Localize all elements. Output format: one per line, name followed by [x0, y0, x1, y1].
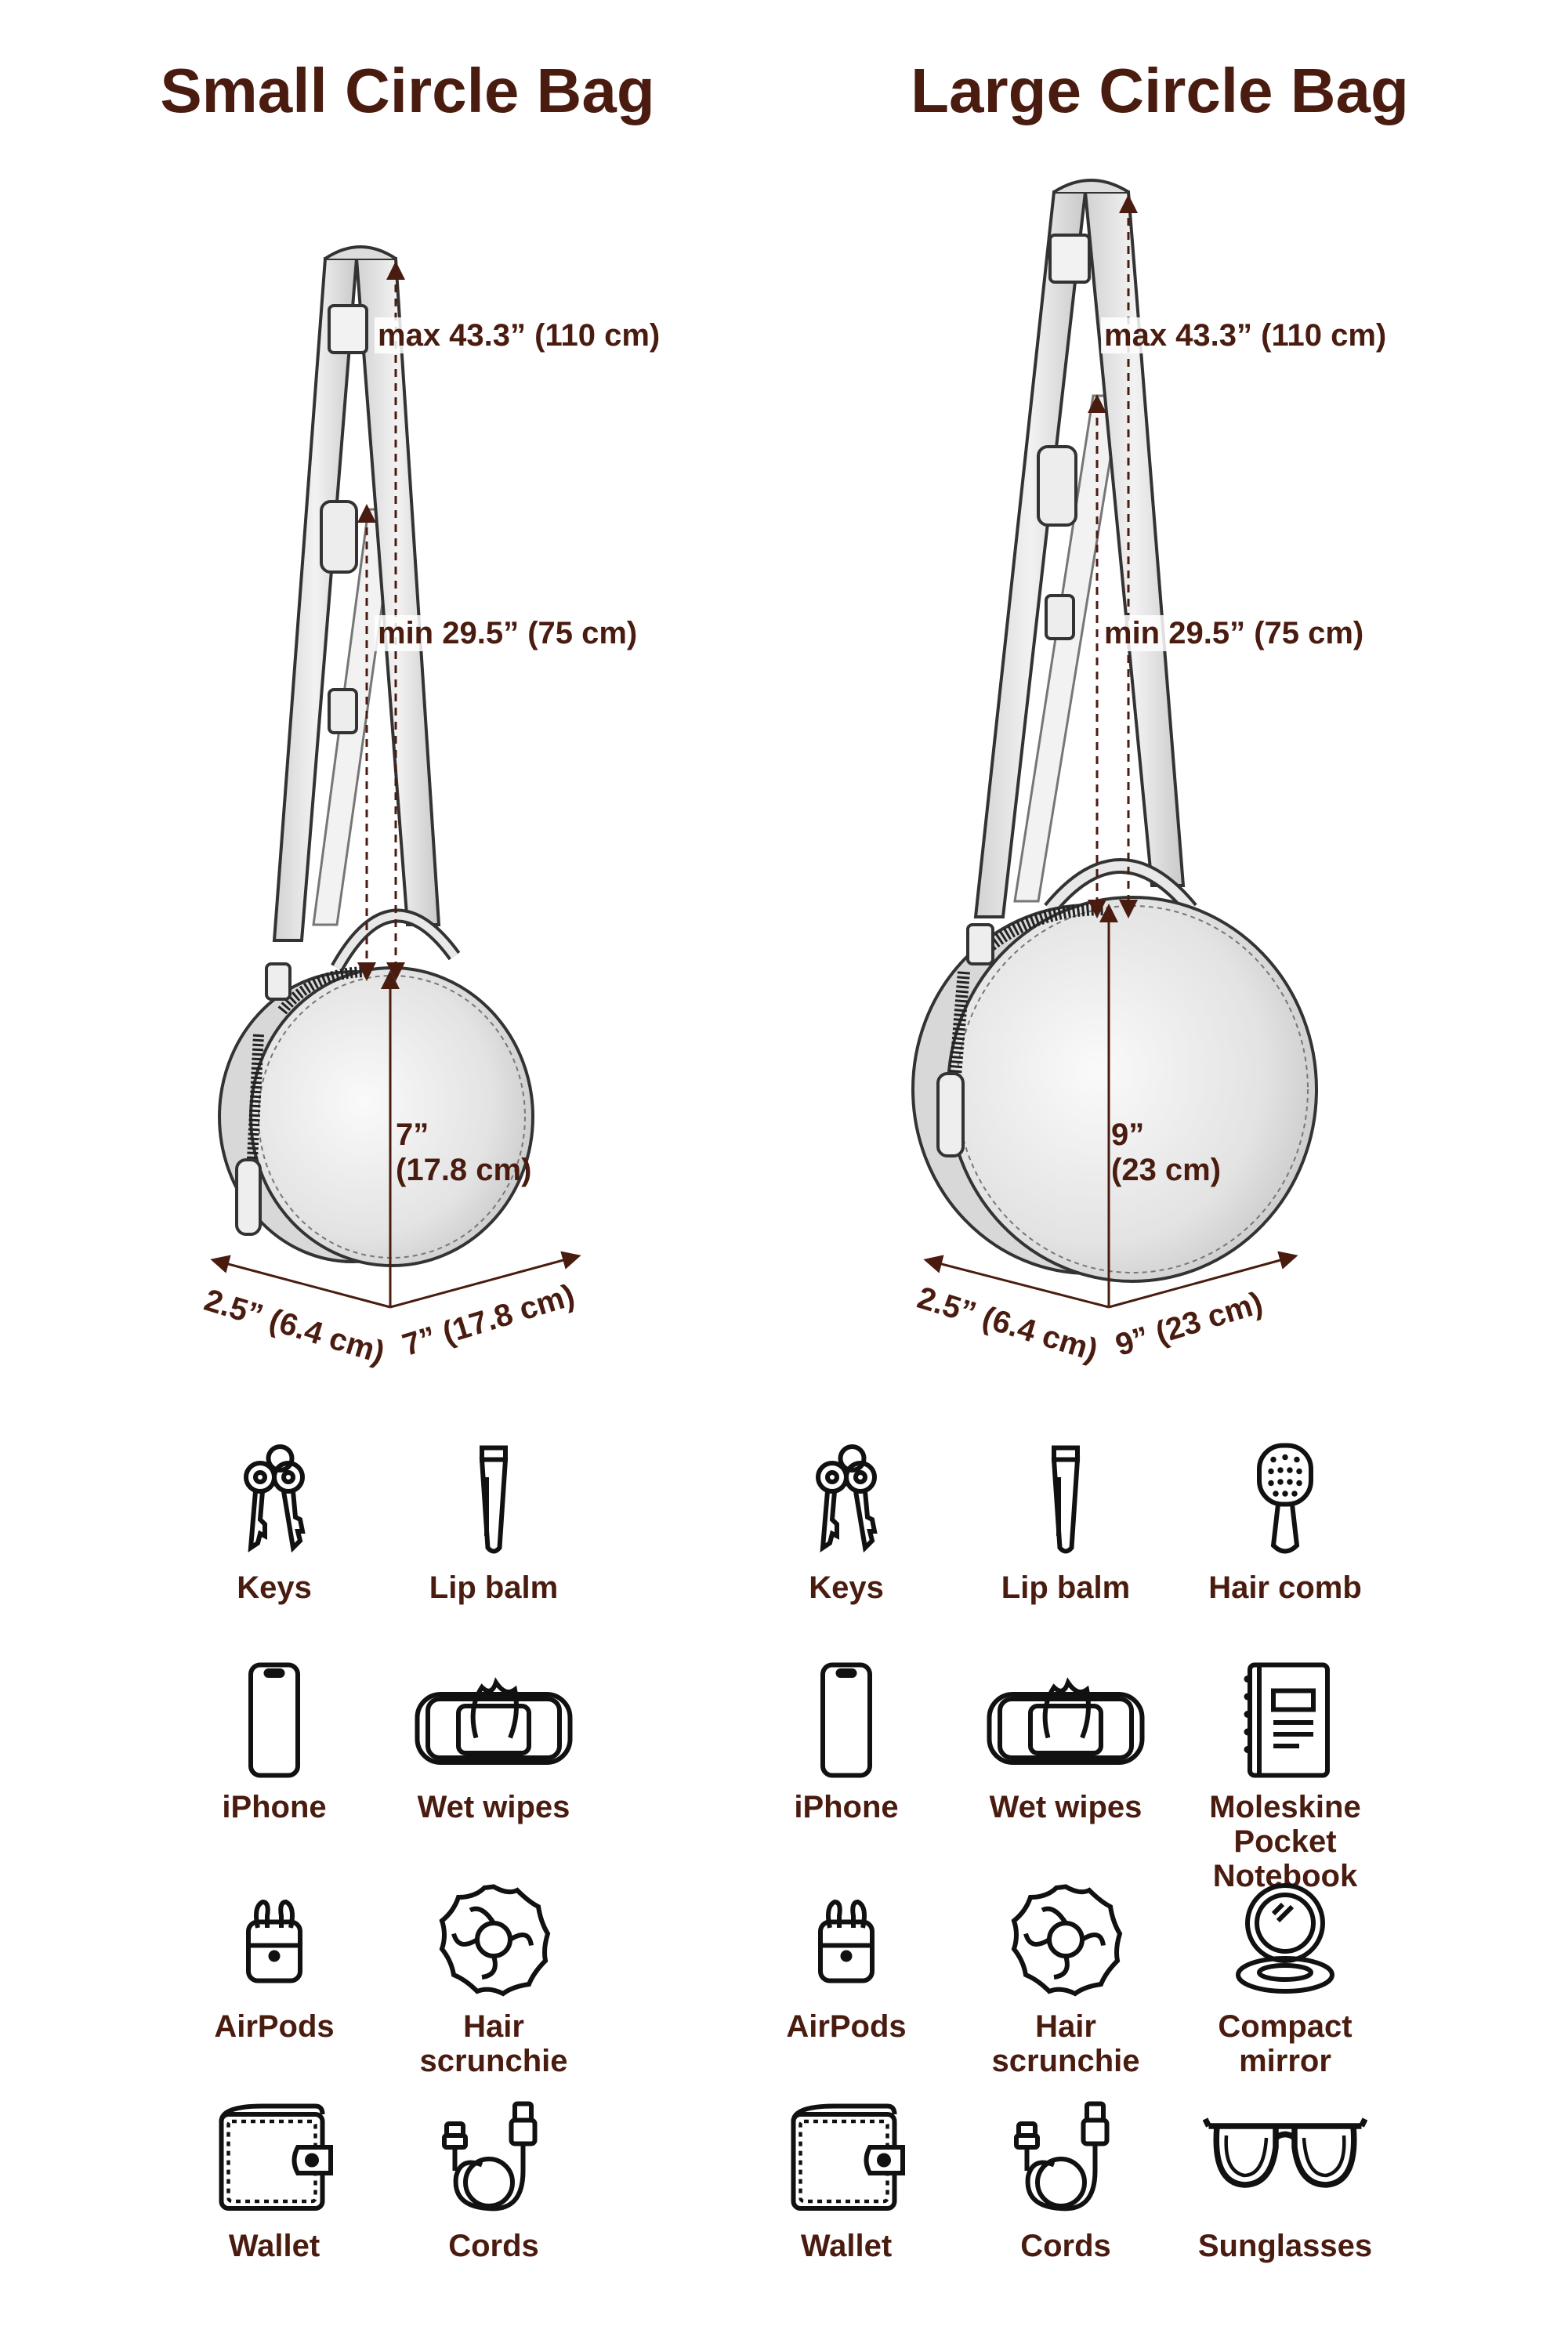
item-label: AirPods	[786, 2009, 907, 2044]
wet-wipes-icon	[983, 1661, 1148, 1779]
small-height-cm-label: (17.8 cm)	[396, 1153, 532, 1187]
item-label: Wet wipes	[989, 1790, 1143, 1824]
item-label: Wet wipes	[417, 1790, 570, 1824]
large-item-sunglasses	[1168, 2100, 1403, 2263]
item-label: Cords	[1020, 2229, 1111, 2263]
large-height-cm-label: (23 cm)	[1111, 1153, 1222, 1187]
item-label: Keys	[809, 1570, 884, 1605]
keys-icon	[212, 1442, 337, 1559]
small-item-lip-balm	[376, 1442, 611, 1605]
large-item-airpods	[729, 1881, 964, 2044]
item-label: Compact mirror	[1218, 2009, 1353, 2078]
wallet-icon	[784, 2100, 909, 2218]
small-depth-label: 2.5” (6.4 cm)	[200, 1282, 389, 1371]
item-label: Moleskine Pocket Notebook	[1209, 1790, 1361, 1893]
sunglasses-icon	[1203, 2100, 1367, 2218]
large-bag-title: Large Circle Bag	[911, 56, 1409, 125]
small-item-iphone	[157, 1661, 392, 1824]
large-item-notebook	[1168, 1661, 1403, 1893]
large-item-compact-mirror	[1168, 1881, 1403, 2078]
item-label: Cords	[448, 2229, 539, 2263]
item-label: Wallet	[228, 2229, 320, 2263]
large-width-label: 9” (23 cm)	[1111, 1285, 1267, 1364]
notebook-icon	[1222, 1661, 1348, 1779]
small-width-label: 7” (17.8 cm)	[398, 1277, 579, 1364]
lip-balm-icon	[431, 1442, 556, 1559]
large-item-cords	[948, 2100, 1183, 2263]
item-label: Keys	[237, 1570, 312, 1605]
small-item-keys	[157, 1442, 392, 1605]
cords-icon	[1003, 2100, 1128, 2218]
keys-icon	[784, 1442, 909, 1559]
iphone-icon	[784, 1661, 909, 1779]
large-depth-label: 2.5” (6.4 cm)	[913, 1280, 1102, 1368]
large-item-wallet	[729, 2100, 964, 2263]
item-label: Hair scrunchie	[991, 2009, 1140, 2078]
small-strap-max-label: max 43.3” (110 cm)	[375, 317, 663, 353]
wallet-icon	[212, 2100, 337, 2218]
small-strap-min-label: min 29.5” (75 cm)	[375, 615, 640, 651]
item-label: Hair scrunchie	[419, 2009, 568, 2078]
small-item-hair-scrunchie	[376, 1881, 611, 2078]
lip-balm-icon	[1003, 1442, 1128, 1559]
scrunchie-icon	[1003, 1881, 1128, 1998]
large-strap-min-label: min 29.5” (75 cm)	[1101, 615, 1367, 651]
item-label: iPhone	[222, 1790, 327, 1824]
item-label: iPhone	[794, 1790, 899, 1824]
item-label: Hair comb	[1208, 1570, 1362, 1605]
item-label: AirPods	[214, 2009, 335, 2044]
small-item-wet-wipes	[376, 1661, 611, 1824]
small-item-wallet	[157, 2100, 392, 2263]
small-item-airpods	[157, 1881, 392, 2044]
scrunchie-icon	[431, 1881, 556, 1998]
large-item-hair-scrunchie	[948, 1881, 1183, 2078]
small-item-cords	[376, 2100, 611, 2263]
airpods-icon	[212, 1881, 337, 1998]
cords-icon	[431, 2100, 556, 2218]
large-item-hair-comb	[1168, 1442, 1403, 1605]
item-label: Sunglasses	[1197, 2229, 1373, 2263]
large-item-lip-balm	[948, 1442, 1183, 1605]
compact-mirror-icon	[1222, 1881, 1348, 1998]
item-label: Lip balm	[1001, 1570, 1131, 1605]
small-height-in-label: 7”	[396, 1118, 429, 1152]
large-height-in-label: 9”	[1111, 1118, 1145, 1152]
wet-wipes-icon	[411, 1661, 576, 1779]
small-bag-title: Small Circle Bag	[160, 56, 655, 125]
item-label: Wallet	[800, 2229, 893, 2263]
large-item-iphone	[729, 1661, 964, 1824]
airpods-icon	[784, 1881, 909, 1998]
hair-comb-icon	[1222, 1442, 1348, 1559]
item-label: Lip balm	[429, 1570, 559, 1605]
large-item-wet-wipes	[948, 1661, 1183, 1824]
large-strap-max-label: max 43.3” (110 cm)	[1101, 317, 1389, 353]
large-item-keys	[729, 1442, 964, 1605]
iphone-icon	[212, 1661, 337, 1779]
